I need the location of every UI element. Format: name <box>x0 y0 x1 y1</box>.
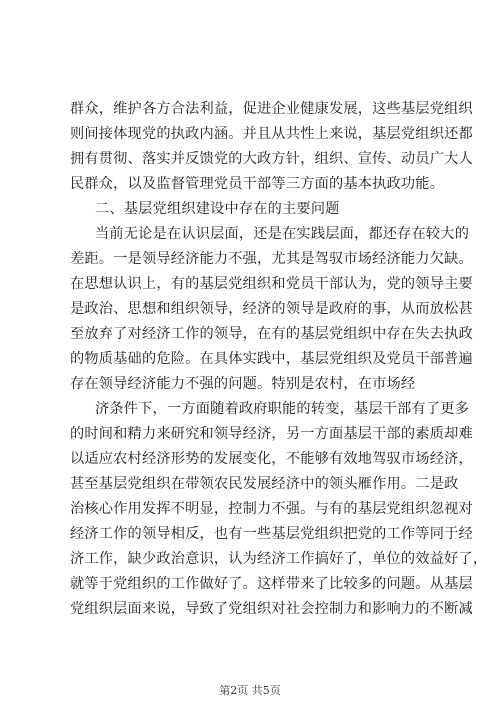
body-line: 甚至基层党组织在带领农民发展经济中的领头雁作用。二是政 <box>70 476 459 492</box>
body-line: 就等于党组织的工作做好了。这样带来了比较多的问题。从基层 <box>70 576 473 592</box>
body-line: 党组织层面来说，导致了党组织对社会控制力和影响力的不断减 <box>70 601 473 617</box>
body-line: 的时间和精力来研究和领导经济，另一方面基层干部的素质却难 <box>70 426 473 442</box>
body-line: 当前无论是在认识层面，还是在实践层面，都还存在较大的 <box>95 226 470 242</box>
body-line: 以适应农村经济形势的发展变化，不能够有效地驾驭市场经济， <box>70 451 473 467</box>
body-line: 经济工作的领导相反，也有一些基层党组织把党的工作等同于经 <box>70 526 473 542</box>
body-line: 群众，维护各方合法利益，促进企业健康发展，这些基层党组织 <box>70 101 473 117</box>
body-line: 至放弃了对经济工作的领导，在有的基层党组织中存在失去执政 <box>70 326 473 342</box>
body-line: 差距。一是领导经济能力不强，尤其是驾驭市场经济能力欠缺。 <box>70 251 473 267</box>
body-line: 是政治、思想和组织领导，经济的领导是政府的事，从而放松甚 <box>70 301 473 317</box>
body-line: 济工作，缺少政治意识，认为经济工作搞好了，单位的效益好了， <box>70 551 488 567</box>
body-line: 济条件下，一方面随着政府职能的转变，基层干部有了更多 <box>95 401 470 417</box>
body-line: 存在领导经济能力不强的问题。特别是农村，在市场经 <box>70 376 416 392</box>
body-line: 则间接体现党的执政内涵。并且从共性上来说，基层党组织还都 <box>70 126 473 142</box>
body-line: 治核心作用发挥不明显，控制力不强。与有的基层党组织忽视对 <box>70 501 473 517</box>
body-line: 的物质基础的危险。在具体实践中，基层党组织及党员干部普遍 <box>70 351 473 367</box>
body-line: 在思想认识上，有的基层党组织和党员干部认为，党的领导主要 <box>70 276 473 292</box>
body-line: 民群众，以及监督管理党员干部等三方面的基本执政功能。 <box>70 176 445 192</box>
section-heading: 二、基层党组织建设中存在的主要问题 <box>95 201 340 217</box>
page-number-footer: 第2页 共5页 <box>219 684 281 697</box>
body-line: 拥有贯彻、落实并反馈党的大政方针，组织、宣传、动员广大人 <box>70 151 473 167</box>
